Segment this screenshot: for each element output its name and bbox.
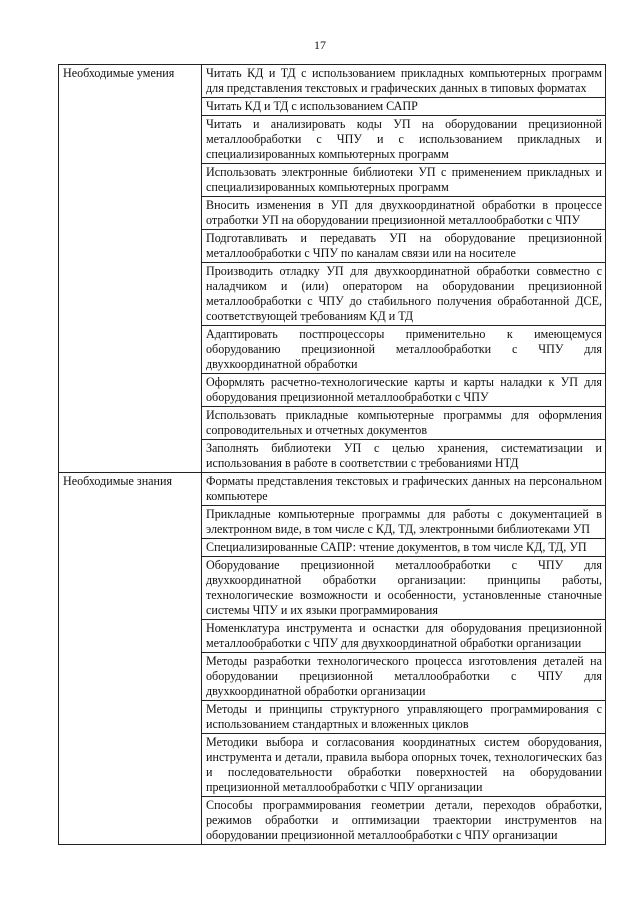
requirement-item-cell: Подготавливать и передавать УП на оборудование прецизионной металлообработки с ЧПУ по каналам связи или на носителе: [202, 230, 606, 263]
requirement-item-cell: Специализированные САПР: чтение документов, в том числе КД, ТД, УП: [202, 539, 606, 557]
requirement-item-cell: Читать и анализировать коды УП на оборудовании прецизионной металлообработки с ЧПУ и с использованием прикладных и специализированных компьютерных программ: [202, 116, 606, 164]
section-name-cell: Необходимые знания: [59, 473, 202, 845]
section-name-cell: Необходимые умения: [59, 65, 202, 473]
requirement-item-cell: Оборудование прецизионной металлообработки с ЧПУ для двухкоординатной обработки организации: принципы работы, технологические возможности и особенности, установленные станочные системы ЧПУ и их языки программирования: [202, 557, 606, 620]
requirement-item-cell: Прикладные компьютерные программы для работы с документацией в электронном виде, в том числе с КД, ТД, электронными библиотеками УП: [202, 506, 606, 539]
table-row: [59, 65, 606, 98]
requirement-item-cell: Производить отладку УП для двухкоординатной обработки совместно с наладчиком и (или) оператором на оборудовании прецизионной металлообработки с ЧПУ до стабильного получения обработанной ДСЕ, соответствующей требованиям КД и ТД: [202, 263, 606, 326]
requirement-item-cell: Способы программирования геометрии детали, переходов обработки, режимов обработки и оптимизации траектории инструментов на оборудовании прецизионной металлообработки с ЧПУ организации: [202, 797, 606, 845]
requirements-table-body: [59, 65, 606, 845]
requirement-item-cell: Использовать прикладные компьютерные программы для оформления сопроводительных и отчетных документов: [202, 407, 606, 440]
requirement-item-cell: Адаптировать постпроцессоры применительно к имеющемуся оборудованию прецизионной металлообработки с ЧПУ для двухкоординатной обработки: [202, 326, 606, 374]
requirement-item-cell: Заполнять библиотеки УП с целью хранения, систематизации и использования в работе в соответствии с требованиями НТД: [202, 440, 606, 473]
requirement-item-cell: Методы разработки технологического процесса изготовления деталей на оборудовании прецизионной металлообработки с ЧПУ для двухкоординатной обработки организации: [202, 653, 606, 701]
requirement-item-cell: Использовать электронные библиотеки УП с применением прикладных и специализированных компьютерных программ: [202, 164, 606, 197]
requirement-item-cell: Вносить изменения в УП для двухкоординатной обработки в процессе отработки УП на оборудовании прецизионной металлообработки с ЧПУ: [202, 197, 606, 230]
requirement-item-cell: Оформлять расчетно-технологические карты и карты наладки к УП для оборудования прецизионной металлообработки с ЧПУ: [202, 374, 606, 407]
requirement-item-cell: Методы и принципы структурного управляющего программирования с использованием стандартных и вложенных циклов: [202, 701, 606, 734]
requirement-item-cell: Номенклатура инструмента и оснастки для оборудования прецизионной металлообработки с ЧПУ для двухкоординатной обработки организации: [202, 620, 606, 653]
page-number: 17: [314, 38, 326, 52]
requirement-item-cell: Методики выбора и согласования координатных систем оборудования, инструмента и детали, правила выбора опорных точек, технологических баз и последовательности обработки поверхностей на оборудовании прецизионной металлообработки с ЧПУ организации: [202, 734, 606, 797]
requirement-item-cell: Форматы представления текстовых и графических данных на персональном компьютере: [202, 473, 606, 506]
table-row: [59, 473, 606, 506]
requirement-item-cell: Читать КД и ТД с использованием САПР: [202, 98, 606, 116]
requirement-item-cell: Читать КД и ТД с использованием прикладных компьютерных программ для представления текстовых и графических данных в типовых форматах: [202, 65, 606, 98]
requirements-table: [58, 64, 606, 845]
